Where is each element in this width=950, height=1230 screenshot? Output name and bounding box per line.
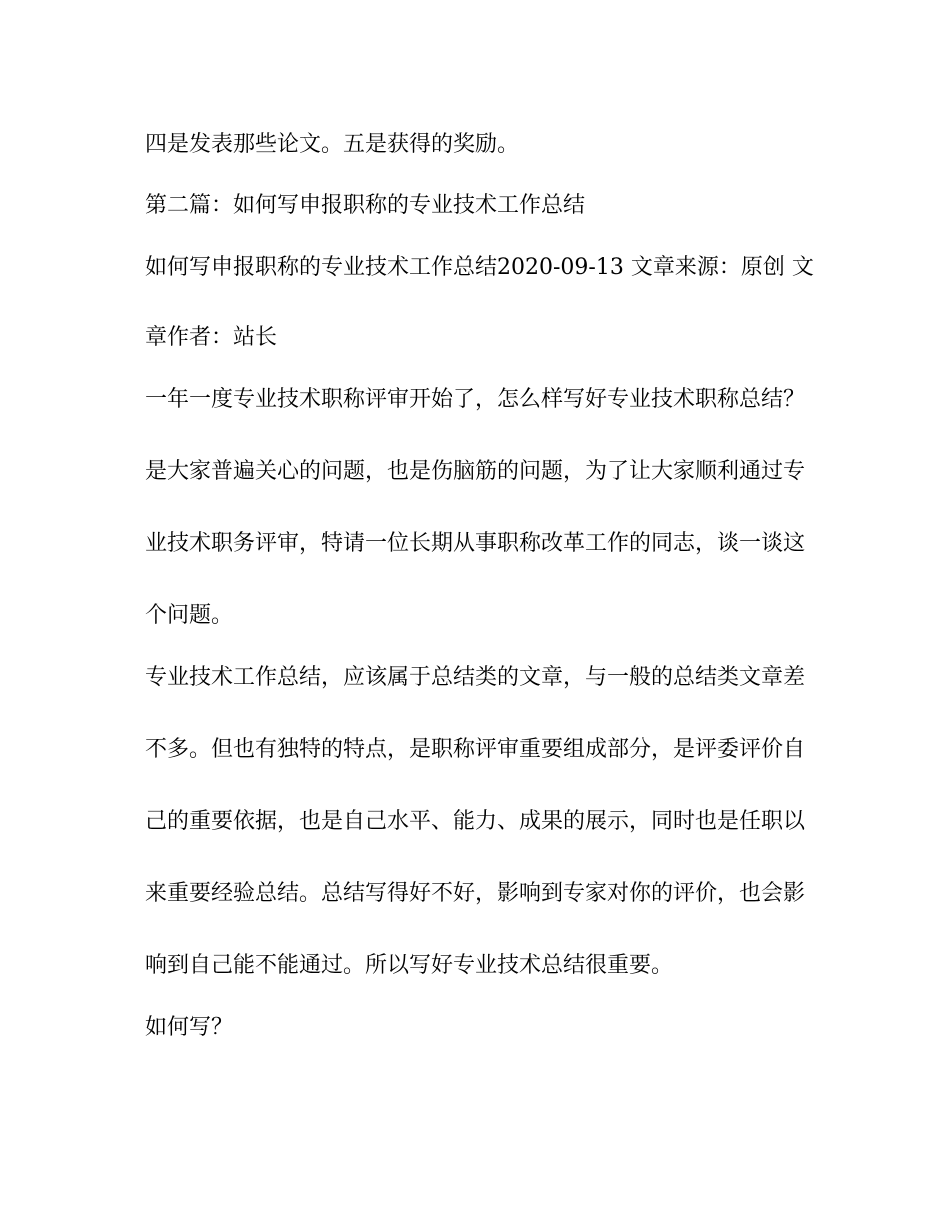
subheading-how-to-write: 如何写？	[145, 1015, 234, 1040]
paragraph-1-line-3: 业技术职务评审，特请一位长期从事职称改革工作的同志，谈一谈这	[145, 531, 806, 556]
paragraph-1-line-4: 个问题。	[145, 603, 234, 628]
section-heading: 第二篇：如何写申报职称的专业技术工作总结	[145, 193, 586, 218]
article-meta-line-2: 章作者：站长	[145, 325, 278, 350]
paragraph-2-line-5: 响到自己能不能通过。所以写好专业技术总结很重要。	[145, 953, 674, 978]
paragraph-1-line-1: 一年一度专业技术职称评审开始了，怎么样写好专业技术职称总结？	[145, 387, 806, 412]
article-meta-line-1: 如何写申报职称的专业技术工作总结2020-09-13 文章来源：原创 文	[145, 255, 814, 280]
paragraph-2-line-3: 己的重要依据，也是自己水平、能力、成果的展示，同时也是任职以	[145, 809, 806, 834]
paragraph-1-line-2: 是大家普遍关心的问题，也是伤脑筋的问题，为了让大家顺利通过专	[145, 459, 806, 484]
paragraph-2-line-1: 专业技术工作总结，应该属于总结类的文章，与一般的总结类文章差	[145, 665, 806, 690]
text-line-1: 四是发表那些论文。五是获得的奖励。	[145, 132, 520, 157]
paragraph-2-line-2: 不多。但也有独特的特点，是职称评审重要组成部分，是评委评价自	[145, 737, 806, 762]
paragraph-2-line-4: 来重要经验总结。总结写得好不好，影响到专家对你的评价，也会影	[145, 881, 806, 906]
